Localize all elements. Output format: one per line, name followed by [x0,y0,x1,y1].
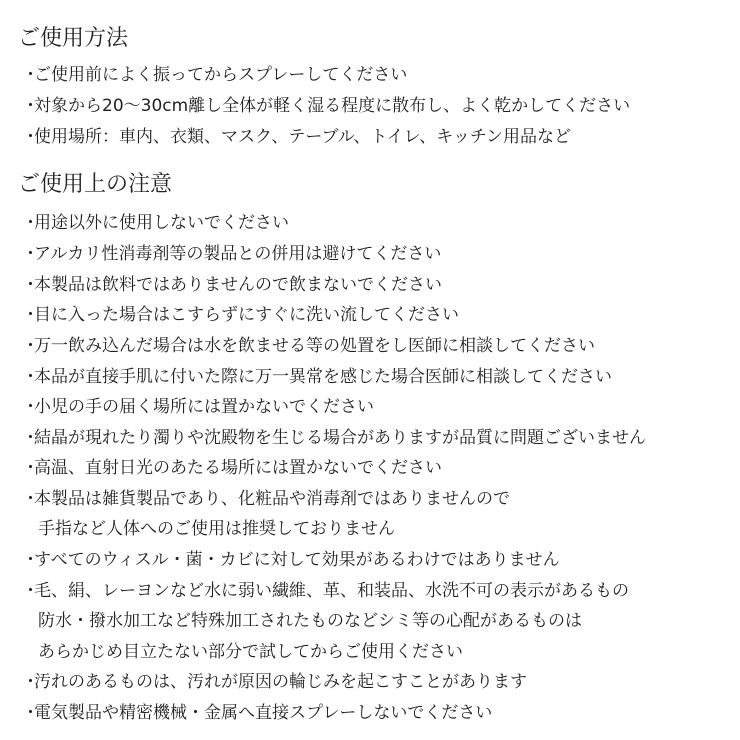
caution-item-text: 手指など人体へのご使用は推奨しておりません [38,519,395,539]
bullet: ・ [22,672,39,692]
caution-item-text: 万一飲み込んだ場合は水を飲ませる等の処置をし医師に相談してください [34,336,595,356]
caution-item [22,549,560,571]
bullet: ・ [22,397,39,417]
caution-item-text: 高温、直射日光のあたる場所には置かないでください [34,458,442,478]
caution-item-text: 結晶が現れたり濁りや沈殿物を生じる場合がありますが品質に問題ございません [34,428,646,448]
caution-item-text: アルカリ性消毒剤等の製品との併用は避けてください [34,244,442,264]
caution-item-text: 電気製品や精密機械・金属へ直接スプレーしないでください [34,703,493,723]
caution-item-text: 本製品は雑貨製品であり、化粧品や消毒剤ではありませんので [34,489,510,509]
bullet: ・ [22,127,39,147]
usage-item-text: ご使用前によく振ってからスプレーしてください [34,65,408,85]
caution-item-continuation [38,610,582,632]
caution-item-text: すべてのウィスル・菌・カビに対して効果があるわけではありません [34,550,560,570]
cautions-title: ご使用上の注意 [18,172,173,197]
bullet: ・ [22,458,39,478]
bullet: ・ [22,305,39,325]
caution-item-text: 本品が直接手肌に付いた際に万一異常を感じた場合医師に相談してください [34,367,612,387]
bullet: ・ [22,244,39,264]
caution-item [22,212,289,234]
bullet: ・ [22,65,39,85]
usage-item [22,64,407,86]
caution-item [22,366,612,388]
caution-item-text: 目に入った場合はこすらずにすぐに洗い流してください [34,305,459,325]
caution-item-continuation [38,518,395,540]
caution-item-text: あらかじめ目立たない部分で試してからご使用ください [38,642,463,662]
bullet: ・ [22,96,39,116]
bullet: ・ [22,213,39,233]
usage-item-text: 対象から20～30cm離し全体が軽く湿る程度に散布し、よく乾かしてください [34,96,631,116]
bullet: ・ [22,336,39,356]
caution-item [22,304,459,326]
caution-item-text: 小児の手の届く場所には置かないでください [34,397,374,417]
bullet: ・ [22,428,39,448]
caution-item-continuation [38,641,463,663]
caution-item [22,671,527,693]
caution-item [22,580,629,602]
caution-item [22,702,492,724]
caution-item [22,335,595,357]
bullet: ・ [22,550,39,570]
usage-item-text: 使用場所：車内、衣類、マスク、テーブル、トイレ、キッチン用品など [34,127,572,147]
caution-item-text: 防水・撥水加工など特殊加工されたものなどシミ等の心配があるものは [38,611,582,631]
caution-item [22,274,442,296]
bullet: ・ [22,489,39,509]
usage-title: ご使用方法 [18,26,129,51]
usage-item [22,126,571,148]
bullet: ・ [22,581,39,601]
bullet: ・ [22,703,39,723]
caution-item [22,427,646,449]
caution-item [22,457,442,479]
caution-item [22,488,510,510]
bullet: ・ [22,367,39,387]
caution-item-text: 汚れのあるものは、汚れが原因の輪じみを起こすことがあります [34,672,527,692]
caution-item-text: 毛、絹、レーヨンなど水に弱い繊維、革、和装品、水洗不可の表示があるもの [34,581,629,601]
caution-item-text: 用途以外に使用しないでください [34,213,289,233]
caution-item [22,396,374,418]
bullet: ・ [22,275,39,295]
usage-item [22,95,630,117]
caution-item [22,243,441,265]
caution-item-text: 本製品は飲料ではありませんので飲まないでください [34,275,442,295]
